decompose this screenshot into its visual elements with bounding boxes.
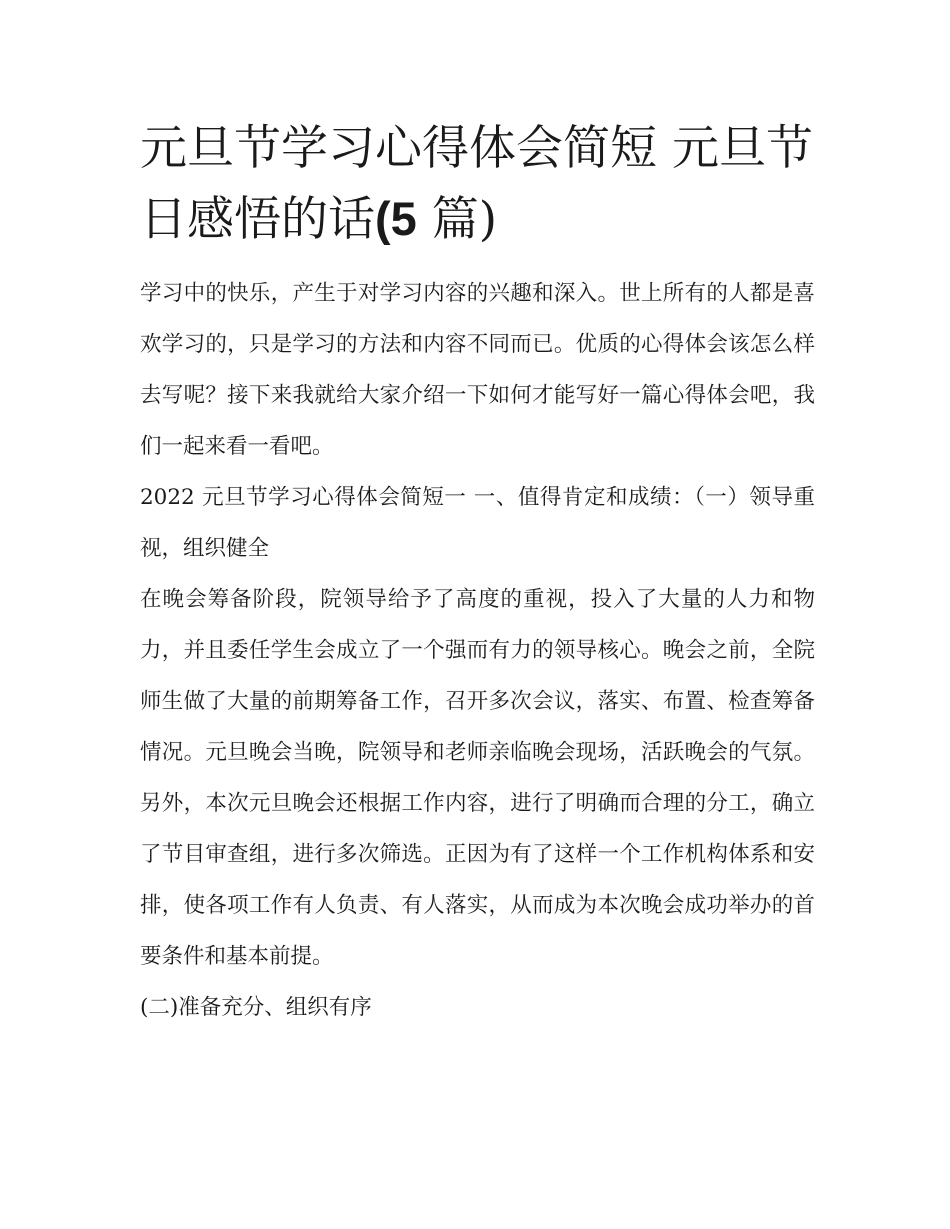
- body-paragraph: 在晚会筹备阶段，院领导给予了高度的重视，投入了大量的人力和物力，并且委任学生会成立了一个强而有力的领导核心。晚会之前，全院师生做了大量的前期筹备工作，召开多次会议，落实、布置、检查筹备情况。元旦晚会当晚，院领导和老师亲临晚会现场，活跃晚会的气氛。另外，本次元旦晚会还根据工作内容，进行了明确而合理的分工，确立了节目审查组，进行多次筛选。正因为有了这样一个工作机构体系和安排，使各项工作有人负责、有人落实，从而成为本次晚会成功举办的首要条件和基本前提。: [140, 587, 815, 969]
- title-number: 5: [390, 192, 417, 245]
- section-heading-paragraph: 2022 元旦节学习心得体会简短一 一、值得肯定和成绩：（一）领导重视，组织健全: [140, 485, 815, 561]
- title-paren-close: 篇): [416, 192, 498, 247]
- subsection-heading: (二)准备充分、组织有序: [140, 995, 372, 1020]
- title-paren-open: (: [375, 192, 391, 245]
- intro-paragraph: 学习中的快乐，产生于对学习内容的兴趣和深入。世上所有的人都是喜欢学习的，只是学习的方法和内容不同而已。优质的心得体会该怎么样去写呢？接下来我就给大家介绍一下如何才能写好一篇心得体会吧，我们一起来看一看吧。: [140, 281, 815, 459]
- title-text: 元旦节学习心得体会简短 元旦节日感悟的话: [140, 121, 813, 247]
- document-body: [140, 114, 815, 1033]
- document-title: [140, 114, 815, 255]
